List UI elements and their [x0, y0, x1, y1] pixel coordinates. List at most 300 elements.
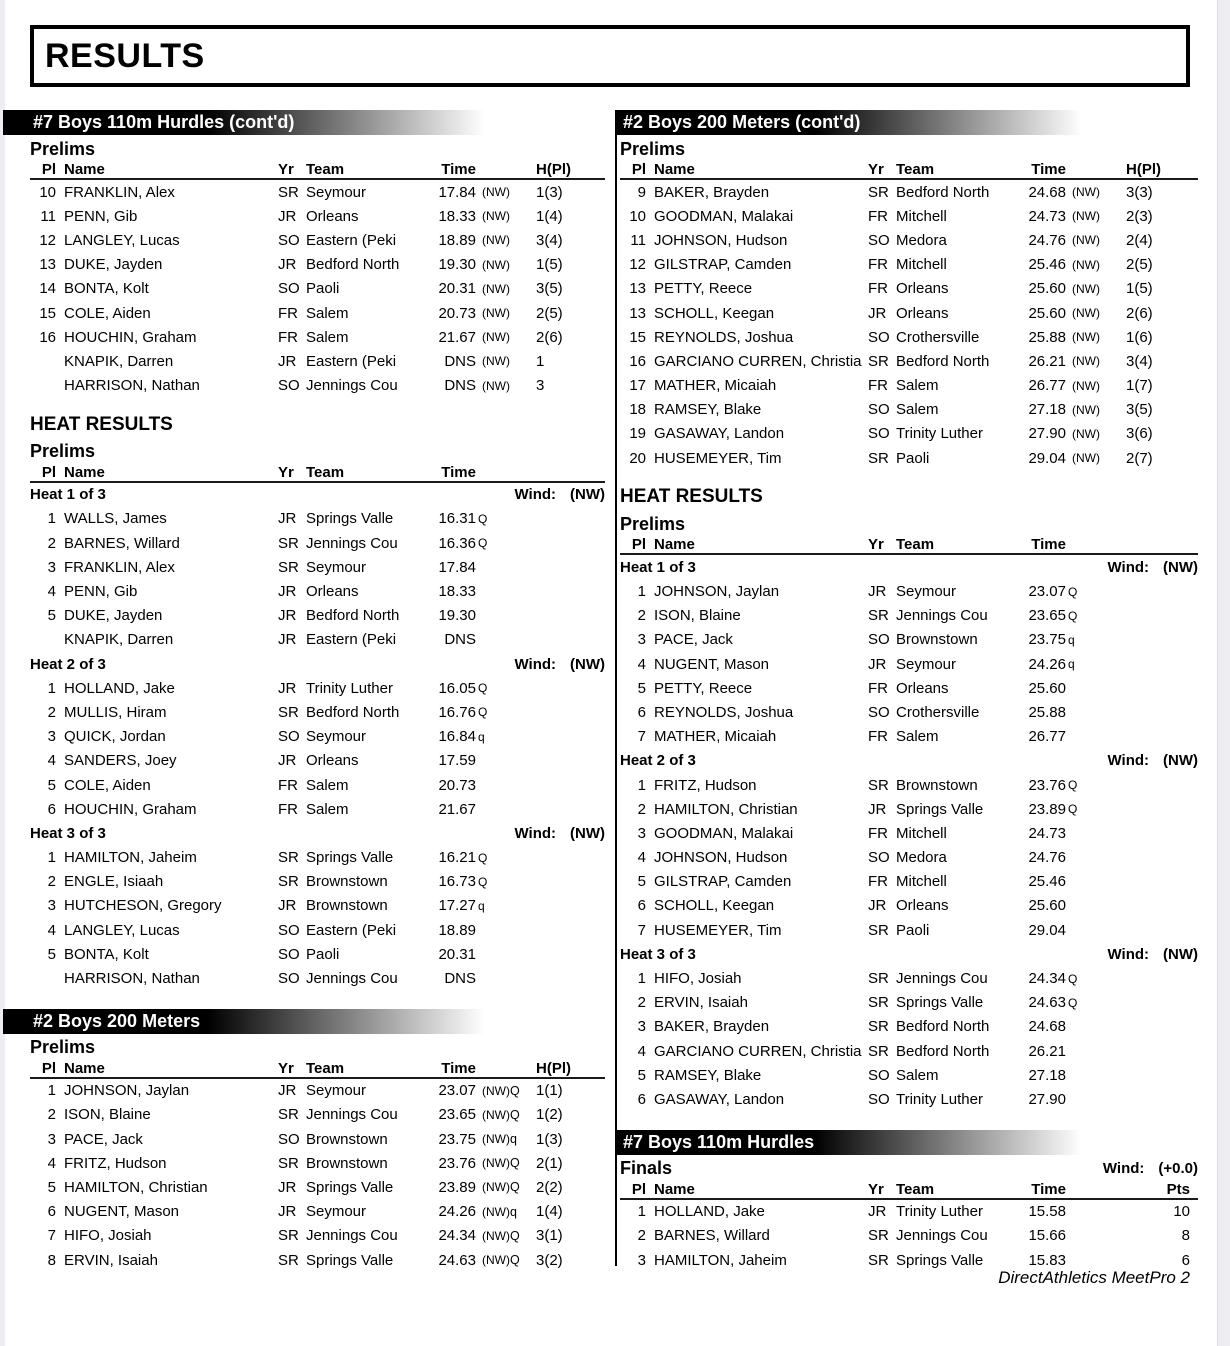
time-cell: 17.27 [438, 897, 476, 915]
year-cell: SO [868, 1090, 890, 1108]
athlete-name-cell: BAKER, Brayden [654, 1018, 770, 1036]
athlete-name-cell: HOLLAND, Jake [64, 679, 175, 697]
heat-result-row [30, 604, 605, 628]
team-cell: Paoli [306, 945, 340, 963]
year-cell: FR [278, 800, 298, 818]
place-cell: 6 [637, 703, 646, 721]
col-header-time: Time [1031, 536, 1066, 554]
place-cell: 16 [39, 328, 56, 346]
team-cell: Seymour [306, 1082, 367, 1100]
place-cell: 2 [47, 703, 56, 721]
heat-result-row [620, 1015, 1198, 1039]
year-cell: SO [278, 970, 300, 988]
place-cell: 2 [47, 534, 56, 552]
round-line [30, 138, 605, 160]
time-cell: 20.73 [438, 776, 476, 794]
year-cell: FR [278, 304, 298, 322]
result-row [620, 446, 1198, 470]
round-line [620, 138, 1198, 160]
team-cell: Paoli [896, 921, 930, 939]
team-cell: Paoli [896, 449, 930, 467]
heat-result-row [620, 725, 1198, 749]
col-header-yr: Yr [868, 161, 884, 178]
year-cell: FR [868, 728, 888, 746]
year-cell: JR [278, 631, 297, 649]
col-header-hpl: H(Pl) [1126, 161, 1161, 178]
athlete-name-cell: GILSTRAP, Camden [654, 256, 792, 274]
wind-cell: (NW)Q [482, 1180, 520, 1195]
points-cell: 6 [1181, 1251, 1190, 1269]
year-cell: SO [868, 849, 890, 867]
wind-cell: (NW)Q [482, 1253, 520, 1268]
wind-readout [515, 656, 606, 673]
place-cell: 13 [629, 280, 646, 298]
wind-readout [515, 825, 606, 842]
place-cell: 1 [47, 849, 56, 867]
qualifier-mark: Q [509, 1156, 520, 1171]
heat-place-cell: 1(4) [536, 207, 563, 225]
place-cell: 10 [629, 207, 646, 225]
athlete-name-cell: HOUCHIN, Graham [64, 800, 197, 818]
qualifier-mark: Q [478, 874, 488, 889]
year-cell: JR [868, 897, 887, 915]
athlete-name-cell: HIFO, Josiah [654, 970, 742, 988]
heat-label: Heat 3 of 3 [30, 824, 106, 842]
place-cell: 2 [637, 1227, 646, 1245]
place-cell: 5 [47, 1178, 56, 1196]
team-cell: Salem [306, 800, 349, 818]
heat-result-row [620, 652, 1198, 676]
heat-results-section [30, 412, 605, 991]
team-cell: Crothersville [896, 703, 980, 721]
result-row [30, 1224, 605, 1248]
place-cell: 5 [637, 1066, 646, 1084]
year-cell: SR [868, 970, 889, 988]
year-cell: JR [278, 752, 297, 770]
right-column [620, 110, 1198, 1272]
heat-place-cell: 1(4) [536, 1203, 563, 1221]
heat-result-row [620, 773, 1198, 797]
year-cell: JR [868, 1203, 887, 1221]
team-cell: Seymour [306, 558, 367, 576]
result-row [620, 180, 1198, 204]
team-cell: Springs Valle [306, 1251, 394, 1269]
team-cell: Bedford North [306, 703, 400, 721]
year-cell: SR [868, 183, 889, 201]
result-row [620, 253, 1198, 277]
year-cell: SR [868, 352, 889, 370]
athlete-name-cell: PENN, Gib [64, 583, 138, 601]
place-cell: 5 [47, 945, 56, 963]
athlete-name-cell: SANDERS, Joey [64, 752, 177, 770]
athlete-name-cell: HAMILTON, Jaheim [64, 849, 197, 867]
table-header-row [30, 463, 605, 483]
wind-value: (NW) [1163, 945, 1198, 963]
time-cell: 24.34 [438, 1227, 476, 1245]
place-cell: 6 [47, 800, 56, 818]
athlete-name-cell: GASAWAY, Landon [654, 1090, 785, 1108]
heat-result-row [620, 579, 1198, 603]
col-header-yr: Yr [868, 1180, 884, 1198]
time-cell: 24.26 [438, 1203, 476, 1221]
heat-result-row [620, 846, 1198, 870]
year-cell: SO [278, 728, 300, 746]
round-label: Prelims [620, 138, 686, 159]
col-header-pts: Pts [1166, 1180, 1190, 1198]
year-cell: JR [868, 304, 887, 322]
athlete-name-cell: NUGENT, Mason [654, 655, 770, 673]
col-header-time: Time [441, 1059, 476, 1077]
time-cell: 16.76 [438, 703, 476, 721]
heat-result-row [620, 870, 1198, 894]
col-header-pl: Pl [41, 1059, 56, 1077]
year-cell: JR [278, 583, 297, 601]
qualifier-mark: Q [1068, 608, 1078, 623]
place-cell: 1 [47, 1082, 56, 1100]
round-line [620, 513, 1198, 535]
col-header-yr: Yr [868, 536, 884, 554]
time-cell: 16.36 [438, 534, 476, 552]
time-cell: 24.76 [1028, 849, 1066, 867]
team-cell: Paoli [306, 280, 340, 298]
team-cell: Jennings Cou [306, 1106, 398, 1124]
result-row [620, 204, 1198, 228]
place-cell: 3 [637, 1018, 646, 1036]
athlete-name-cell: GASAWAY, Landon [654, 425, 785, 443]
place-cell: 20 [629, 449, 646, 467]
year-cell: JR [868, 655, 887, 673]
time-cell: 16.31 [438, 510, 476, 528]
heat-result-row [30, 797, 605, 821]
team-cell: Brownstown [896, 631, 978, 649]
round-label: Prelims [620, 513, 686, 534]
team-cell: Salem [306, 328, 349, 346]
wind-label: Wind: [1107, 945, 1150, 963]
heat-place-cell: 3(3) [1126, 183, 1153, 201]
year-cell: SR [868, 607, 889, 625]
col-header-team: Team [896, 536, 935, 554]
time-cell: DNS [444, 352, 476, 370]
heat-place-cell: 3(4) [1126, 352, 1153, 370]
team-cell: Jennings Cou [306, 377, 398, 395]
athlete-name-cell: JOHNSON, Jaylan [654, 583, 780, 601]
time-cell: 18.33 [438, 583, 476, 601]
heat-result-row [30, 749, 605, 773]
heat-label: Heat 2 of 3 [30, 655, 106, 673]
event-title: #7 Boys 110m Hurdles [623, 1131, 815, 1152]
heat-place-cell: 3(1) [536, 1227, 563, 1245]
col-header-hpl: H(Pl) [536, 1059, 571, 1077]
qualifier-mark: Q [509, 1107, 520, 1122]
year-cell: SR [868, 1042, 889, 1060]
col-header-name: Name [654, 1180, 695, 1198]
athlete-name-cell: HUTCHESON, Gregory [64, 897, 222, 915]
qualifier-mark: Q [1068, 778, 1078, 793]
place-cell: 15 [629, 328, 646, 346]
place-cell: 4 [637, 655, 646, 673]
qualifier-mark: Q [509, 1083, 520, 1098]
event-section [620, 1130, 1198, 1273]
athlete-name-cell: GILSTRAP, Camden [654, 873, 792, 891]
year-cell: SR [278, 849, 299, 867]
heat-label: Heat 2 of 3 [620, 752, 696, 770]
wind-readout [1108, 752, 1199, 769]
col-header-time: Time [441, 463, 476, 481]
qualifier-mark: Q [509, 1253, 520, 1268]
athlete-name-cell: RAMSEY, Blake [654, 401, 762, 419]
time-cell: 23.75 [1028, 631, 1066, 649]
event-header-bar [3, 110, 605, 135]
time-cell: 19.30 [438, 607, 476, 625]
result-row [620, 1224, 1198, 1248]
table-header-row [620, 1180, 1198, 1200]
heat-place-cell: 1(5) [1126, 280, 1153, 298]
athlete-name-cell: HAMILTON, Christian [64, 1178, 208, 1196]
wind-label: Wind: [514, 655, 557, 673]
athlete-name-cell: GARCIANO CURREN, Christia [654, 352, 862, 370]
heat-result-row [620, 628, 1198, 652]
wind-cell: (NW) [482, 306, 510, 321]
heat-result-row [620, 821, 1198, 845]
col-header-pl: Pl [631, 536, 646, 554]
year-cell: FR [868, 377, 888, 395]
athlete-name-cell: LANGLEY, Lucas [64, 231, 180, 249]
time-cell: 24.76 [1028, 231, 1066, 249]
result-row [620, 277, 1198, 301]
time-cell: 24.73 [1028, 207, 1066, 225]
athlete-name-cell: ERVIN, Isaiah [654, 994, 748, 1012]
col-header-yr: Yr [278, 1059, 294, 1077]
time-cell: 17.84 [438, 183, 476, 201]
result-row [30, 301, 605, 325]
year-cell: SR [278, 703, 299, 721]
athlete-name-cell: GARCIANO CURREN, Christia [654, 1042, 862, 1060]
place-cell: 4 [47, 583, 56, 601]
year-cell: JR [278, 607, 297, 625]
col-header-pl: Pl [631, 161, 646, 178]
wind-cell: (NW) [482, 233, 510, 248]
place-cell: 19 [629, 425, 646, 443]
heat-place-cell: 2(5) [536, 304, 563, 322]
table-header-row [620, 535, 1198, 555]
heat-place-cell: 1(3) [536, 1130, 563, 1148]
col-header-team: Team [306, 1059, 345, 1077]
heat-label: Heat 1 of 3 [30, 486, 106, 504]
wind-cell: (NW)Q [482, 1228, 520, 1243]
heat-result-row [30, 507, 605, 531]
heat-result-row [30, 846, 605, 870]
event-section [620, 110, 1198, 470]
time-cell: 27.18 [1028, 401, 1066, 419]
page-left-gutter [0, 0, 5, 1346]
qualifier-mark: Q [1068, 995, 1078, 1010]
wind-cell: (NW) [1072, 426, 1100, 441]
result-row [30, 1079, 605, 1103]
result-row [620, 301, 1198, 325]
team-cell: Jennings Cou [306, 534, 398, 552]
team-cell: Jennings Cou [896, 1227, 988, 1245]
heat-place-cell: 3 [536, 377, 545, 395]
team-cell: Salem [306, 304, 349, 322]
athlete-name-cell: KNAPIK, Darren [64, 631, 174, 649]
team-cell: Springs Valle [896, 1251, 984, 1269]
year-cell: FR [278, 328, 298, 346]
wind-cell: (NW) [482, 378, 510, 393]
year-cell: SO [868, 1066, 890, 1084]
time-cell: 29.04 [1028, 449, 1066, 467]
heat-result-row [620, 797, 1198, 821]
place-cell: 2 [637, 994, 646, 1012]
team-cell: Mitchell [896, 207, 947, 225]
time-cell: 24.68 [1028, 1018, 1066, 1036]
heat-result-row [30, 676, 605, 700]
athlete-name-cell: WALLS, James [64, 510, 167, 528]
result-row [30, 1248, 605, 1272]
col-header-time: Time [1031, 161, 1066, 178]
time-cell: 18.89 [438, 921, 476, 939]
athlete-name-cell: GOODMAN, Malakai [654, 207, 794, 225]
wind-readout [1103, 1160, 1198, 1177]
heat-results-section [620, 484, 1198, 1111]
heat-label-row [30, 652, 605, 676]
time-cell: 24.26 [1028, 655, 1066, 673]
team-cell: Mitchell [896, 256, 947, 274]
heat-results-title: HEAT RESULTS [30, 413, 173, 435]
place-cell: 3 [637, 1251, 646, 1269]
wind-readout [515, 486, 606, 503]
column-divider [615, 110, 617, 1266]
wind-cell: (NW)Q [482, 1156, 520, 1171]
event-header-bar [617, 1130, 1198, 1155]
wind-cell: (NW) [1072, 209, 1100, 224]
points-cell: 8 [1181, 1227, 1190, 1245]
wind-cell: (NW) [482, 185, 510, 200]
team-cell: Seymour [306, 183, 367, 201]
wind-cell: (NW)Q [482, 1083, 520, 1098]
heat-result-row [30, 579, 605, 603]
heat-place-cell: 3(5) [536, 280, 563, 298]
place-cell: 1 [637, 776, 646, 794]
time-cell: 23.89 [438, 1178, 476, 1196]
time-cell: 23.07 [438, 1082, 476, 1100]
heat-label-row [30, 483, 605, 507]
col-header-yr: Yr [278, 161, 294, 178]
table-header-row [30, 1059, 605, 1079]
year-cell: SR [278, 1106, 299, 1124]
result-row [620, 422, 1198, 446]
qualifier-mark: Q [478, 850, 488, 865]
year-cell: JR [278, 1203, 297, 1221]
athlete-name-cell: MATHER, Micaiah [654, 728, 777, 746]
time-cell: 29.04 [1028, 921, 1066, 939]
time-cell: 23.76 [1028, 776, 1066, 794]
event-title: #7 Boys 110m Hurdles (cont'd) [33, 112, 295, 132]
athlete-name-cell: HAMILTON, Christian [654, 800, 798, 818]
time-cell: 24.68 [1028, 183, 1066, 201]
time-cell: 23.76 [438, 1154, 476, 1172]
athlete-name-cell: REYNOLDS, Joshua [654, 703, 794, 721]
year-cell: SO [278, 1130, 300, 1148]
year-cell: JR [278, 679, 297, 697]
heat-place-cell: 3(5) [1126, 401, 1153, 419]
heat-place-cell: 2(2) [536, 1178, 563, 1196]
place-cell: 4 [47, 1154, 56, 1172]
heat-place-cell: 2(6) [536, 328, 563, 346]
time-cell: 25.60 [1028, 304, 1066, 322]
heat-place-cell: 3(6) [1126, 425, 1153, 443]
time-cell: 16.73 [438, 873, 476, 891]
team-cell: Salem [896, 401, 939, 419]
team-cell: Seymour [306, 1203, 367, 1221]
wind-cell: (NW) [1072, 451, 1100, 466]
year-cell: SO [278, 945, 300, 963]
time-cell: DNS [444, 377, 476, 395]
left-column [30, 110, 605, 1272]
time-cell: 27.18 [1028, 1066, 1066, 1084]
time-cell: 23.65 [1028, 607, 1066, 625]
wind-cell: (NW) [482, 330, 510, 345]
athlete-name-cell: MULLIS, Hiram [64, 703, 167, 721]
time-cell: 26.77 [1028, 728, 1066, 746]
heat-place-cell: 3(2) [536, 1251, 563, 1269]
year-cell: JR [278, 897, 297, 915]
qualifier-mark: Q [1068, 802, 1078, 817]
year-cell: SR [278, 558, 299, 576]
col-header-pl: Pl [631, 1180, 646, 1198]
place-cell: 1 [47, 510, 56, 528]
heat-place-cell: 2(4) [1126, 231, 1153, 249]
athlete-name-cell: DUKE, Jayden [64, 256, 163, 274]
time-cell: 23.07 [1028, 583, 1066, 601]
team-cell: Trinity Luther [306, 679, 393, 697]
athlete-name-cell: FRANKLIN, Alex [64, 558, 175, 576]
team-cell: Medora [896, 849, 947, 867]
wind-cell: (NW) [1072, 402, 1100, 417]
wind-cell: (NW) [1072, 281, 1100, 296]
place-cell: 5 [47, 607, 56, 625]
place-cell: 6 [47, 1203, 56, 1221]
result-row [30, 180, 605, 204]
result-row [620, 374, 1198, 398]
place-cell: 5 [637, 679, 646, 697]
col-header-time: Time [441, 161, 476, 178]
round-label: Prelims [30, 441, 96, 462]
heat-place-cell: 2(3) [1126, 207, 1153, 225]
time-cell: 24.63 [438, 1251, 476, 1269]
athlete-name-cell: PACE, Jack [654, 631, 733, 649]
qualifier-mark: Q [478, 536, 488, 551]
athlete-name-cell: REYNOLDS, Joshua [654, 328, 794, 346]
year-cell: JR [278, 352, 297, 370]
athlete-name-cell: SCHOLL, Keegan [654, 304, 775, 322]
wind-cell: (NW)Q [482, 1107, 520, 1122]
round-label: Prelims [30, 138, 96, 159]
time-cell: 15.66 [1028, 1227, 1066, 1245]
time-cell: 26.77 [1028, 377, 1066, 395]
year-cell: SO [868, 328, 890, 346]
round-line [30, 441, 605, 463]
time-cell: 15.58 [1028, 1203, 1066, 1221]
year-cell: SO [868, 425, 890, 443]
table-header-row [620, 160, 1198, 180]
time-cell: 15.83 [1028, 1251, 1066, 1269]
athlete-name-cell: ISON, Blaine [654, 607, 741, 625]
place-cell: 4 [637, 1042, 646, 1060]
qualifier-mark: Q [1068, 971, 1078, 986]
place-cell: 11 [630, 231, 646, 249]
athlete-name-cell: PETTY, Reece [654, 679, 753, 697]
place-cell: 3 [47, 558, 56, 576]
